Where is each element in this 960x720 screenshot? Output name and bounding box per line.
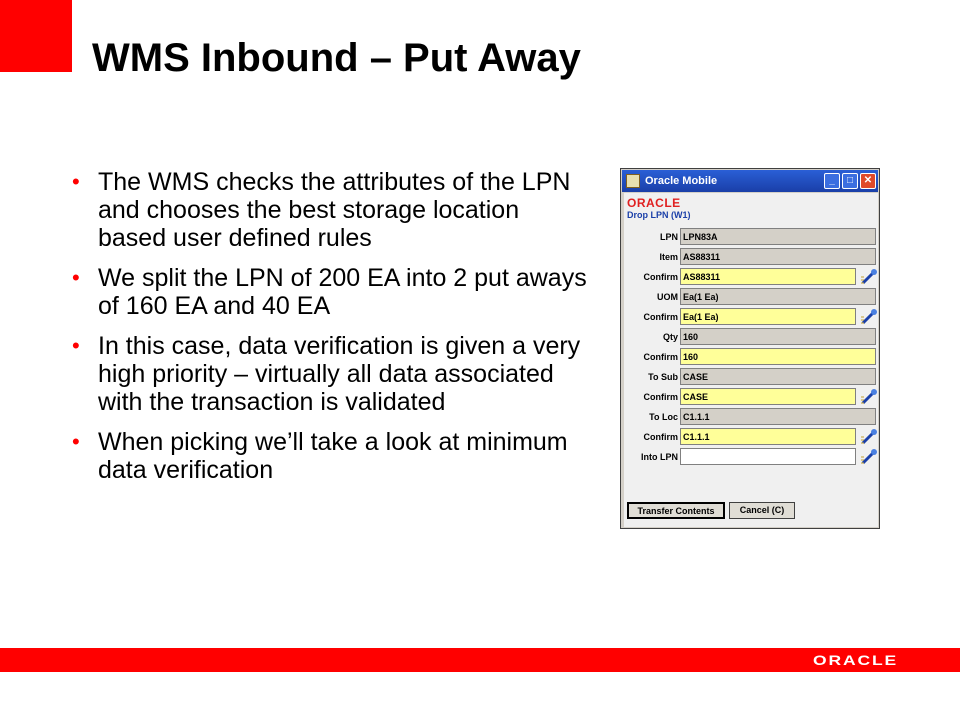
field-label: To Sub — [648, 372, 678, 382]
bullet-item — [72, 168, 592, 252]
corner-accent-block — [0, 0, 72, 72]
field-label: LPN — [660, 232, 678, 242]
bullet-dot: • — [72, 429, 80, 454]
field-label: To Loc — [649, 412, 678, 422]
field-label: Confirm — [643, 312, 678, 322]
flashlight-icon[interactable] — [860, 268, 878, 286]
item-field[interactable]: AS88311 — [680, 248, 876, 265]
field-row-into-lpn — [624, 447, 878, 467]
bullet-dot: • — [72, 333, 80, 358]
app-icon — [626, 174, 640, 188]
minimize-icon[interactable]: _ — [824, 173, 840, 189]
bullet-dot: • — [72, 169, 80, 194]
bullet-item — [72, 428, 592, 484]
bullet-text: We split the LPN of 200 EA into 2 put aways of 160 EA and 40 EA — [98, 264, 587, 320]
bullet-text: The WMS checks the attributes of the LPN and chooses the best storage location based user defined rules — [98, 168, 571, 252]
uom-field[interactable]: Ea(1 Ea) — [680, 288, 876, 305]
field-row-to-loc — [624, 407, 878, 427]
flashlight-icon[interactable] — [860, 448, 878, 466]
field-row-qty — [624, 327, 878, 347]
field-row-lpn — [624, 227, 878, 247]
close-icon[interactable]: ✕ — [860, 173, 876, 189]
flashlight-icon[interactable] — [860, 388, 878, 406]
to-loc-field[interactable]: C1.1.1 — [680, 408, 876, 425]
field-row-confirm-sub — [624, 387, 878, 407]
into-lpn-field[interactable] — [680, 448, 856, 465]
footer-oracle-logo: ORACLE — [812, 652, 898, 668]
field-row-confirm-item — [624, 267, 878, 287]
field-row-confirm-uom — [624, 307, 878, 327]
bullet-list — [72, 168, 592, 496]
field-row-confirm-qty — [624, 347, 878, 367]
confirm-sub-field[interactable]: CASE — [680, 388, 856, 405]
field-label: Confirm — [643, 272, 678, 282]
transfer-contents-button[interactable]: Transfer Contents — [627, 502, 725, 519]
maximize-icon[interactable]: □ — [842, 173, 858, 189]
field-label: Confirm — [643, 392, 678, 402]
flashlight-icon[interactable] — [860, 428, 878, 446]
flashlight-icon[interactable] — [860, 308, 878, 326]
field-label: Item — [659, 252, 678, 262]
bullet-dot: • — [72, 265, 80, 290]
field-label: Confirm — [643, 432, 678, 442]
field-label: Into LPN — [641, 452, 678, 462]
oracle-logo: ORACLE — [627, 196, 681, 210]
bullet-text: In this case, data verification is given a very high priority – virtually all data associated with the transaction is validated — [98, 332, 581, 416]
bullet-item — [72, 332, 592, 416]
cancel-button[interactable]: Cancel (C) — [729, 502, 795, 519]
confirm-uom-field[interactable]: Ea(1 Ea) — [680, 308, 856, 325]
field-row-confirm-loc — [624, 427, 878, 447]
confirm-qty-field[interactable]: 160 — [680, 348, 876, 365]
confirm-loc-field[interactable]: C1.1.1 — [680, 428, 856, 445]
window-body — [624, 193, 878, 527]
oracle-mobile-window — [620, 168, 880, 529]
qty-field[interactable]: 160 — [680, 328, 876, 345]
field-label: UOM — [657, 292, 678, 302]
field-label: Confirm — [643, 352, 678, 362]
slide-title: WMS Inbound – Put Away — [92, 36, 581, 80]
window-title: Oracle Mobile — [645, 175, 718, 187]
confirm-item-field[interactable]: AS88311 — [680, 268, 856, 285]
bullet-item — [72, 264, 592, 320]
field-row-item — [624, 247, 878, 267]
lpn-field[interactable]: LPN83A — [680, 228, 876, 245]
form-title: Drop LPN (W1) — [627, 210, 691, 220]
field-row-uom — [624, 287, 878, 307]
footer-bar — [0, 648, 960, 672]
bullet-text: When picking we’ll take a look at minimum data verification — [98, 428, 568, 484]
field-label: Qty — [662, 332, 678, 342]
window-titlebar[interactable] — [622, 170, 878, 192]
field-row-to-sub — [624, 367, 878, 387]
to-sub-field[interactable]: CASE — [680, 368, 876, 385]
